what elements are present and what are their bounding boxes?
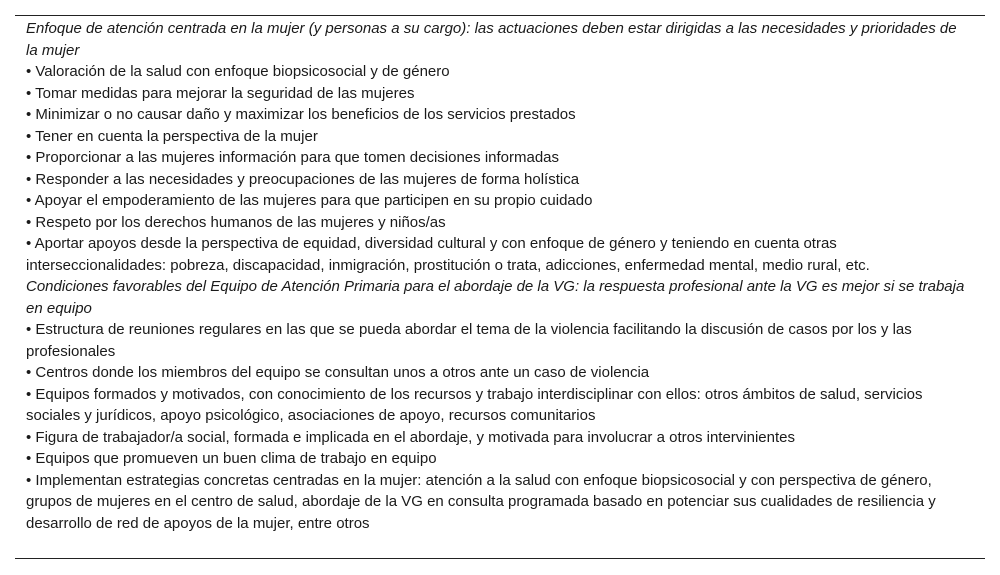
list-item: • Apoyar el empoderamiento de las mujeres para que participen en su propio cuidado: [26, 192, 593, 209]
list-item: • Centros donde los miembros del equipo se consultan unos a otros ante un caso de violencia: [26, 364, 650, 381]
list-item: • Responder a las necesidades y preocupaciones de las mujeres de forma holística: [26, 170, 580, 188]
list-item: • Proporcionar a las mujeres información para que tomen decisiones informadas: [26, 149, 560, 166]
list-item: • Tener en cuenta la perspectiva de la mujer: [26, 127, 318, 145]
list-item: • Tomar medidas para mejorar la seguridad de las mujeres: [26, 84, 415, 102]
list-item: • Figura de trabajador/a social, formada e implicada en el abordaje, y motivada para involucrar a otros intervinientes: [26, 428, 795, 446]
list-item: • Respeto por los derechos humanos de las mujeres y niños/as: [26, 213, 446, 231]
list-item: • Implementan estrategias concretas centradas en la mujer: atención a la salud con enfoque biopsicosocial y con perspectiva de género, grupos de mujeres en el centro de salud, abordaje de la VG en consulta programada basado en potenciar sus cualidades de resiliencia y desarrollo de red de apoyos de la mujer, entre otros: [26, 471, 936, 532]
list-item: • Aportar apoyos desde la perspectiva de equidad, diversidad cultural y con enfoque de género y teniendo en cuenta otras interseccionalidades: pobreza, discapacidad, inmigración, prostitución o trata, adicciones, enfermedad mental, medio rural, etc.: [26, 235, 870, 274]
table-body: [26, 18, 966, 534]
list-item: • Valoración de la salud con enfoque biopsicosocial y de género: [26, 63, 450, 80]
list-item: • Equipos que promueven un buen clima de trabajo en equipo: [26, 450, 437, 467]
list-item: • Estructura de reuniones regulares en las que se pueda abordar el tema de la violencia facilitando la discusión de casos por los y las profesionales: [26, 321, 912, 360]
list-item: • Minimizar o no causar daño y maximizar los beneficios de los servicios prestados: [26, 106, 576, 123]
section-heading-primary-care-team-conditions: Condiciones favorables del Equipo de Atención Primaria para el abordaje de la VG: la respuesta profesional ante la VG es mejor si se trabaja en equipo: [26, 278, 965, 317]
list-item: • Equipos formados y motivados, con conocimiento de los recursos y trabajo interdisciplinar con ellos: otros ámbitos de salud, servicios sociales y jurídicos, apoyo psicológico, asociaciones de apoyo, recursos comunitarios: [26, 385, 923, 424]
section-heading-woman-centered-care: Enfoque de atención centrada en la mujer (y personas a su cargo): las actuaciones deben estar dirigidas a las necesidades y prioridades de la mujer: [26, 20, 957, 59]
content-table: [15, 15, 985, 559]
